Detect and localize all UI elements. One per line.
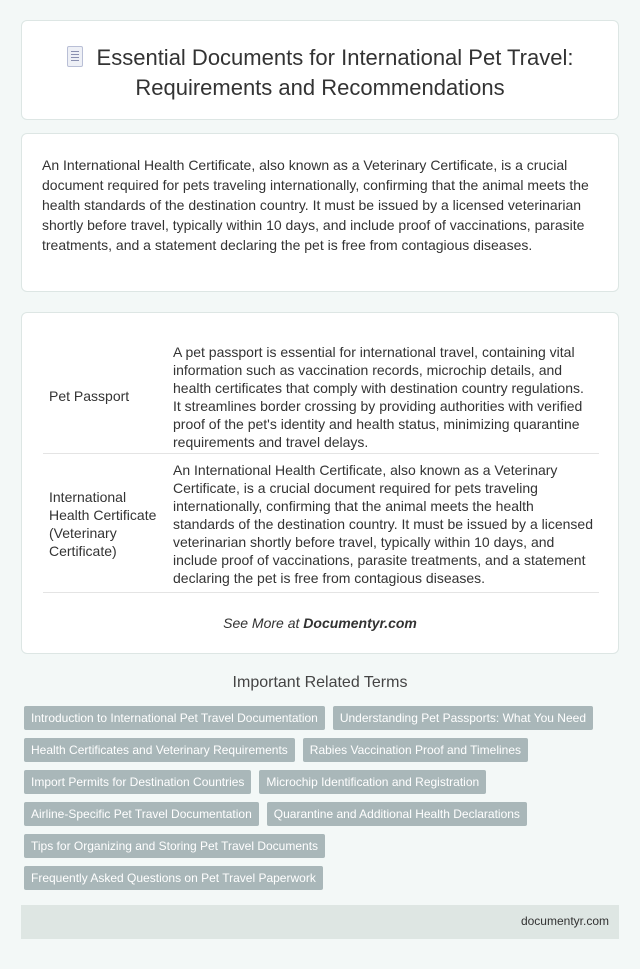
related-term-tag[interactable]: Rabies Vaccination Proof and Timelines [303, 738, 528, 762]
related-term-tag[interactable]: Import Permits for Destination Countries [24, 770, 251, 794]
see-more-line [22, 615, 618, 631]
term-label: International Health Certificate (Veterinary Certificate) [49, 489, 157, 559]
term-description: An International Health Certificate, also known as a Veterinary Certificate, is a crucial document required for pets traveling internationally, confirming that the animal meets the health standards of the destination country. It must be issued by a licensed veterinarian shortly before travel, typically within 10 days, and include proof of vaccinations, parasite treatments, and a statement declaring the pet is free from contagious diseases. [173, 462, 593, 586]
related-term-tag[interactable]: Frequently Asked Questions on Pet Travel Paperwork [24, 866, 323, 890]
related-term-tag[interactable]: Health Certificates and Veterinary Requirements [24, 738, 295, 762]
table-row [43, 341, 599, 454]
related-terms-heading: Important Related Terms [232, 674, 408, 691]
intro-card [21, 133, 619, 292]
terms-table-card [21, 312, 619, 654]
page-title [42, 43, 598, 103]
document-icon [67, 46, 83, 67]
related-term-tag[interactable]: Quarantine and Additional Health Declarations [267, 802, 527, 826]
title-card [21, 20, 619, 120]
related-term-tag[interactable]: Microchip Identification and Registration [259, 770, 486, 794]
see-more-prefix: See More at [223, 615, 300, 631]
related-term-tag[interactable]: Airline-Specific Pet Travel Documentation [24, 802, 259, 826]
intro-text: An International Health Certificate, also known as a Veterinary Certificate, is a crucial document required for pets traveling internationally, confirming that the animal meets the health standards of the destination country. It must be issued by a licensed veterinarian shortly before travel, typically within 10 days, and include proof of vaccinations, parasite treatments, and a statement declaring the pet is free from contagious diseases. [42, 157, 589, 253]
term-label: Pet Passport [49, 388, 130, 404]
related-term-tag[interactable]: Understanding Pet Passports: What You Need [333, 706, 593, 730]
related-terms-list [24, 706, 614, 890]
related-term-tag[interactable]: Introduction to International Pet Travel Documentation [24, 706, 325, 730]
page-title-text: Essential Documents for International Pet Travel: Requirements and Recommendations [96, 45, 574, 100]
see-more-link[interactable]: Documentyr.com [303, 615, 417, 631]
footer-domain[interactable]: documentyr.com [520, 914, 609, 928]
table-row [43, 454, 599, 593]
term-description: A pet passport is essential for international travel, containing vital information such as vaccination records, microchip details, and health certificates that comply with destination country regulations. It streamlines border crossing by providing authorities with verified proof of the pet's identity and health status, minimizing quarantine requirements and travel delays. [173, 344, 584, 450]
footer [21, 905, 619, 939]
related-term-tag[interactable]: Tips for Organizing and Storing Pet Travel Documents [24, 834, 325, 858]
